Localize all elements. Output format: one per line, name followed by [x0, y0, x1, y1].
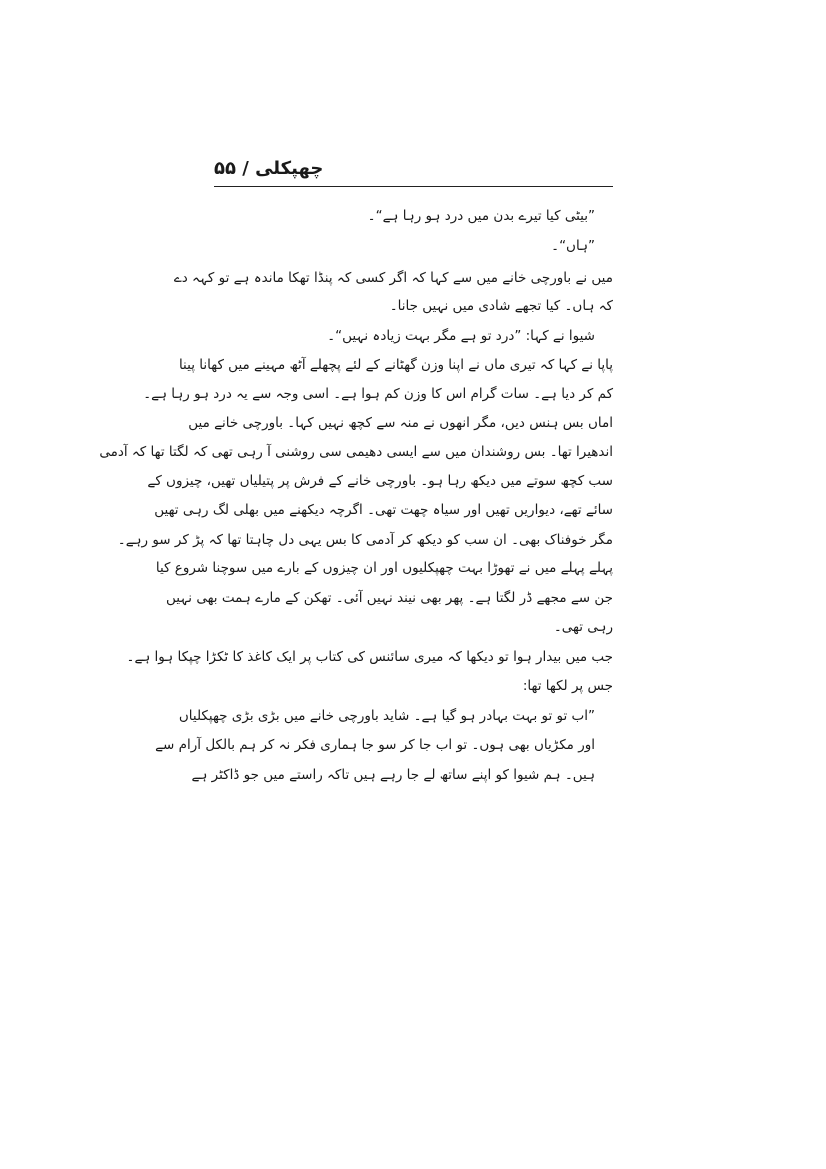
text-line: پہلے پہلے میں نے تھوڑا بہت چھپکلیوں اور ان چیزوں کے بارے میں سوچنا شروع کیا	[155, 560, 613, 576]
text-line: ہیں۔ ہم شیوا کو اپنے ساتھ لے جا رہے ہیں تاکہ راستے میں جو ڈاکٹر ہے	[191, 767, 595, 783]
text-line: جب میں بیدار ہوا تو دیکھا کہ میری سائنس کی کتاب پر ایک کاغذ کا ٹکڑا چپکا ہوا ہے۔	[126, 649, 613, 665]
text-line: رہی تھی۔	[553, 619, 613, 635]
text-line: اور مکڑیاں بھی ہوں۔ تو اب جا کر سو جا ہماری فکر نہ کر ہم بالکل آرام سے	[155, 737, 595, 753]
text-line: ”ہاں“۔	[551, 238, 595, 254]
text-line: جن سے مجھے ڈر لگتا ہے۔ پھر بھی نیند نہیں آئی۔ تھکن کے مارے ہمت بھی نہیں	[166, 590, 613, 606]
text-line: کم کر دیا ہے۔ سات گرام اس کا وزن کم ہوا ہے۔ اسی وجہ سے یہ درد ہو رہا ہے۔	[143, 386, 613, 402]
header-divider	[214, 186, 613, 187]
text-line: پاپا نے کہا کہ تیری ماں نے اپنا وزن گھٹانے کے لئے پچھلے آٹھ مہینے میں کھانا پینا	[178, 357, 613, 373]
text-line: مگر خوفناک بھی۔ ان سب کو دیکھ کر آدمی کا بس یہی دل چاہتا تھا کہ پڑ کر سو رہے۔	[117, 532, 613, 548]
text-line: سائے تھے، دیواریں تھیں اور سیاہ چھت تھی۔ اگرچہ دیکھنے میں بھلی لگ رہی تھیں	[154, 502, 613, 518]
text-line: میں نے باورچی خانے میں سے کہا کہ اگر کسی کہ پنڈا تھکا ماندہ ہے تو کہہ دے	[173, 270, 613, 286]
text-line: ”اب تو تو بہت بہادر ہو گیا ہے۔ شاید باورچی خانے میں بڑی بڑی چھپکلیاں	[178, 708, 595, 724]
text-line: سب کچھ سوتے میں دیکھ رہا ہو۔ باورچی خانے کے فرش پر پتیلیاں تھیں، چیزوں کے	[147, 473, 613, 489]
text-line: جس پر لکھا تھا:	[522, 678, 613, 694]
page-header	[214, 156, 614, 186]
text-line: کہ ہاں۔ کیا تجھے شادی میں نہیں جانا۔	[389, 298, 613, 314]
text-line: اندھیرا تھا۔ بس روشندان میں سے ایسی دھیمی سی روشنی آ رہی تھی کہ لگتا تھا کہ آدمی	[99, 444, 613, 460]
text-line: شیوا نے کہا: ”درد تو ہے مگر بہت زیادہ نہیں“۔	[327, 328, 595, 344]
text-line: ”بیٹی کیا تیرے بدن میں درد ہو رہا ہے“۔	[367, 208, 595, 224]
text-line: اماں بس ہنس دیں، مگر انھوں نے منہ سے کچھ نہیں کہا۔ باورچی خانے میں	[188, 415, 613, 431]
page-header-title: چھپکلی / ۵۵	[214, 158, 324, 179]
